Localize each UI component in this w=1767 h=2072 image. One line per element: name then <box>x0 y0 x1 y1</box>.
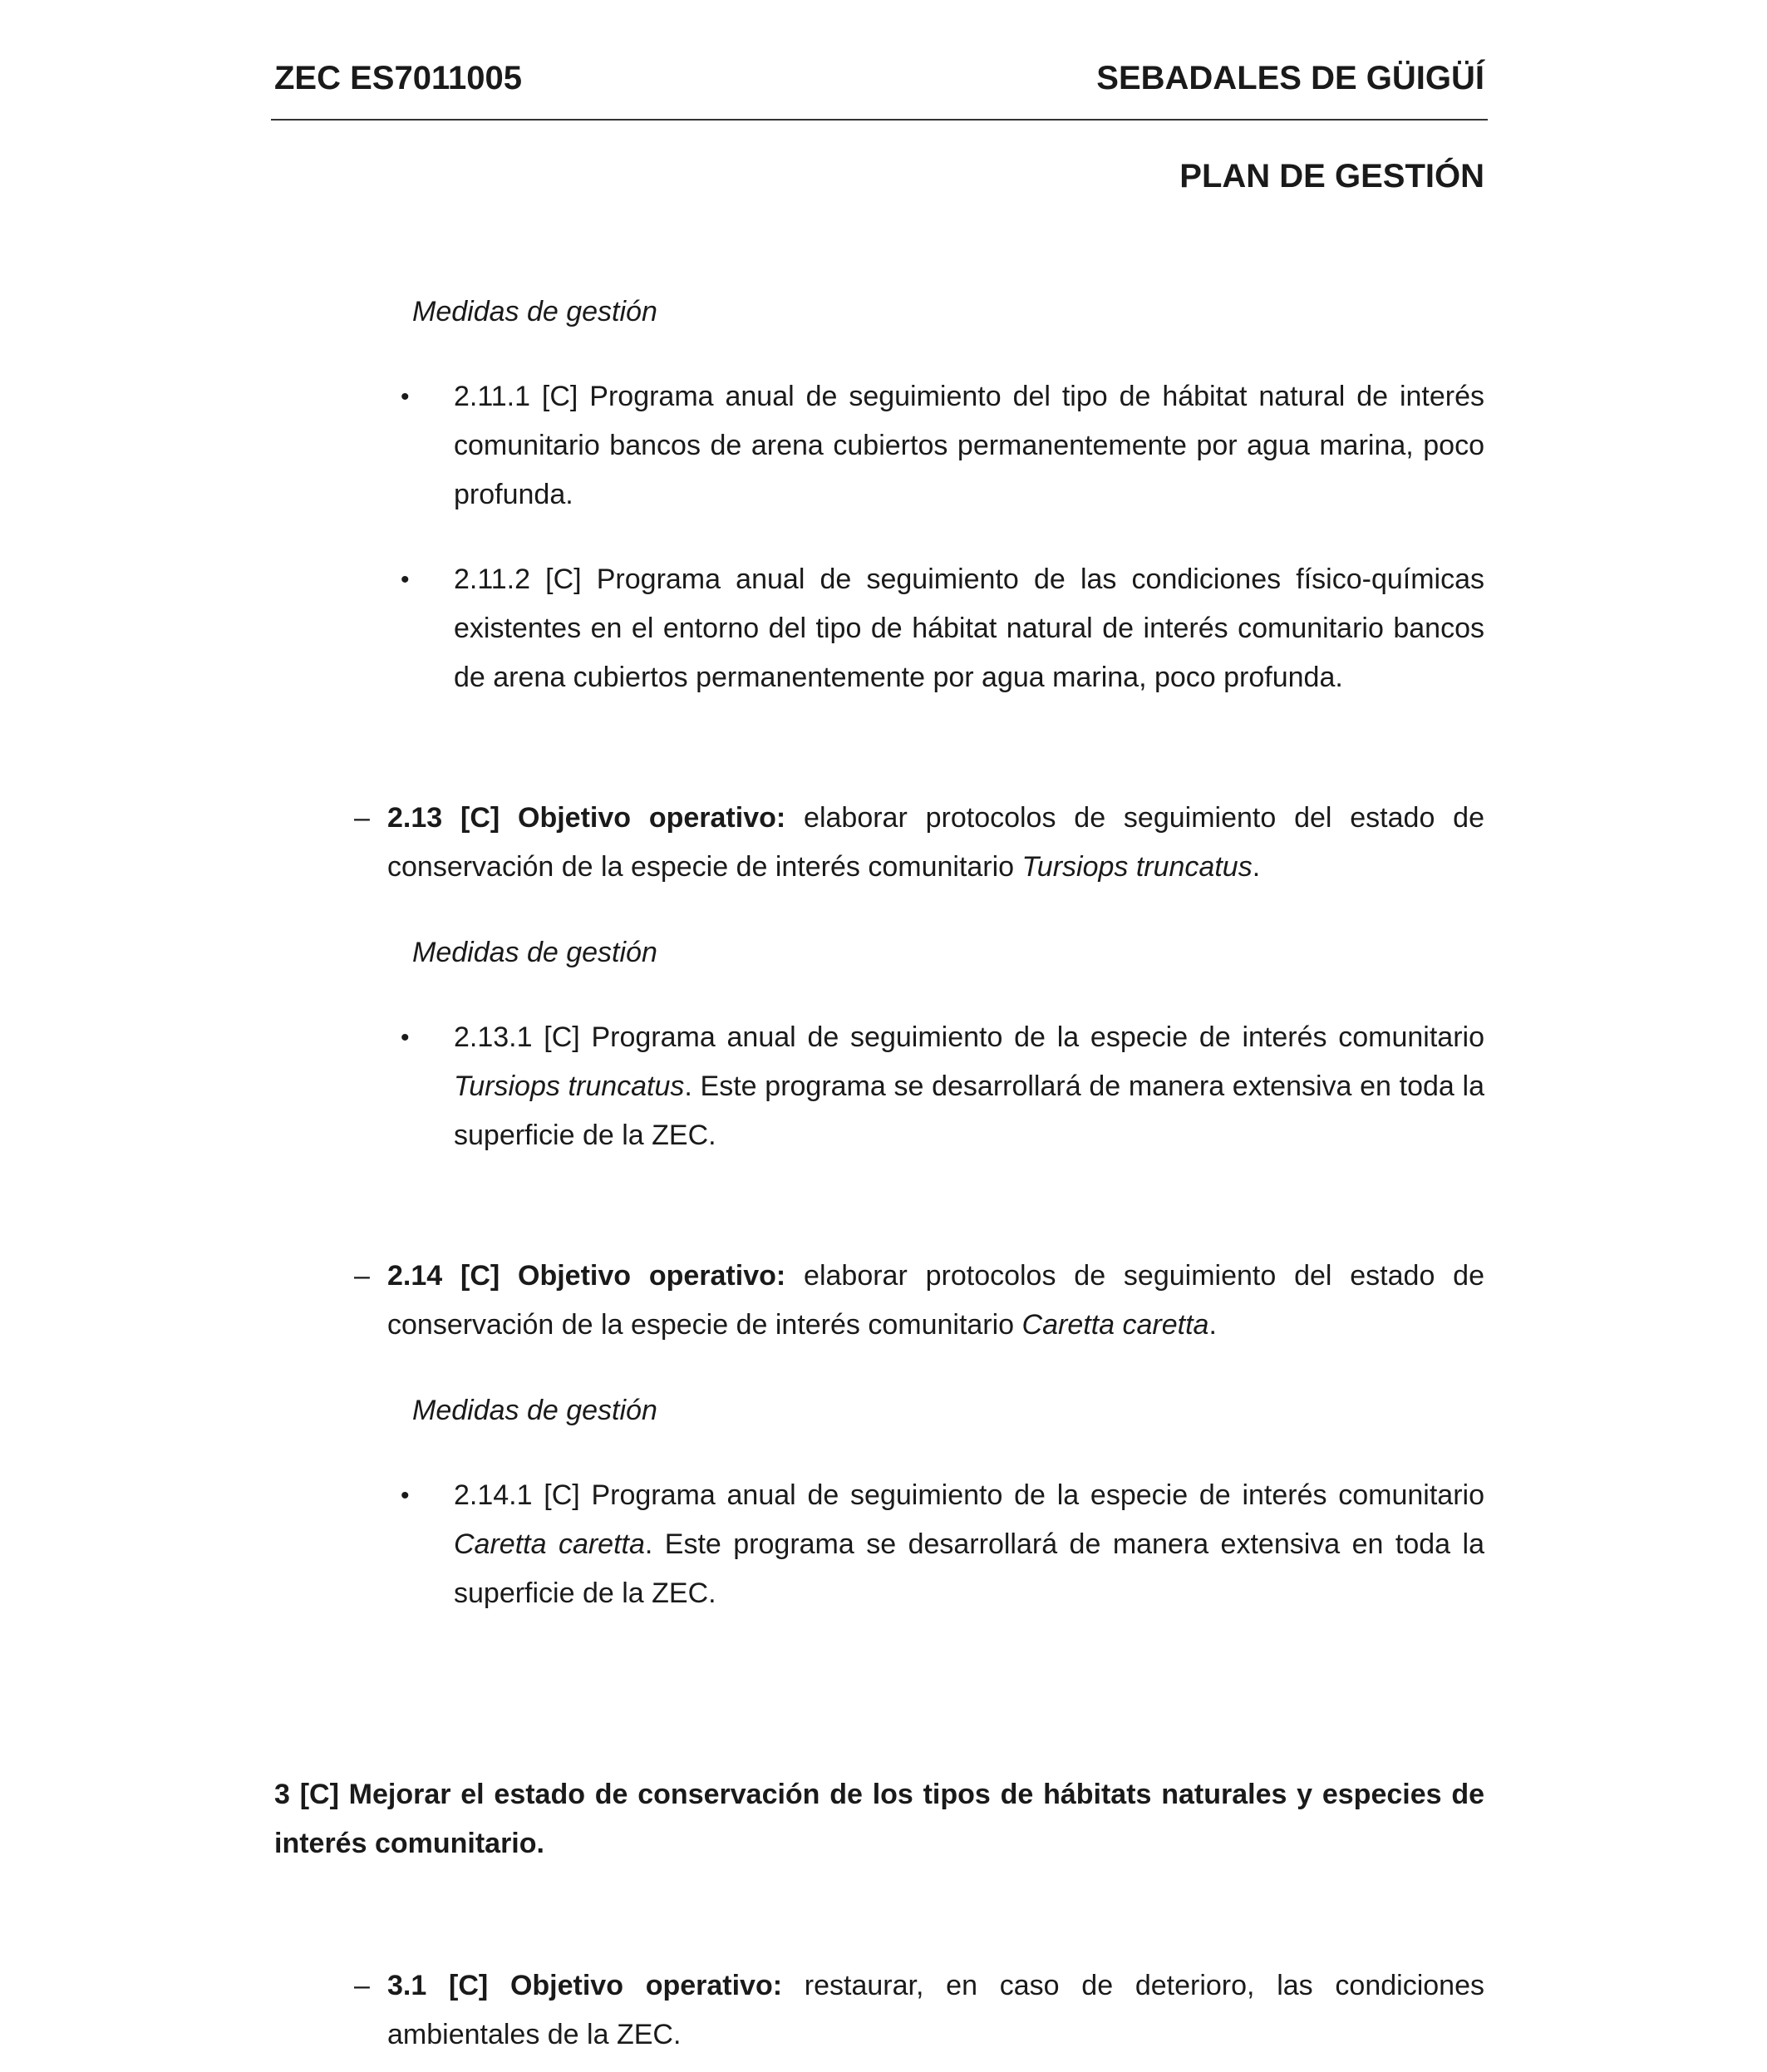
page-title: PLAN DE GESTIÓN <box>1179 158 1484 194</box>
dash-icon: – <box>354 1970 370 2001</box>
header-site-code: ZEC ES7011005 <box>274 60 522 96</box>
objective-text <box>387 794 1484 892</box>
measure-text: 2.11.1 [C] Programa anual de seguimiento del tipo de hábitat natural de interés comunitario bancos de arena cubiertos permanentemente por agua marina, poco profunda. <box>454 381 1484 510</box>
measure-post: . Este programa se desarrollará de manera extensiva en toda la superficie de la ZEC. <box>454 1070 1484 1151</box>
goal-heading-3: 3 [C] Mejorar el estado de conservación de los tipos de hábitats naturales y especies de interés comunitario. <box>274 1779 1484 1859</box>
measure-post: . Este programa se desarrollará de manera extensiva en toda la superficie de la ZEC. <box>454 1528 1484 1609</box>
measure-text <box>454 1013 1484 1160</box>
header-divider <box>271 119 1488 121</box>
measures-label: Medidas de gestión <box>412 296 657 327</box>
species-name: Tursiops truncatus <box>1021 851 1253 883</box>
species-name: Caretta caretta <box>1021 1309 1209 1341</box>
objective-desc: restaurar, en caso de deterioro, las condiciones ambientales de la ZEC. <box>387 1970 1484 2050</box>
species-name: Tursiops truncatus <box>454 1070 685 1102</box>
measure-pre: 2.14.1 [C] Programa anual de seguimiento de la especie de interés comunitario <box>454 1479 1484 1511</box>
objective-desc: elaborar protocolos de seguimiento del estado de conservación de la especie de interés comunitario <box>387 802 1484 883</box>
objective-heading: 3.1 [C] Objetivo operativo: <box>387 1970 783 2001</box>
measure-text <box>454 1471 1484 1618</box>
objective-heading: 2.13 [C] Objetivo operativo: <box>387 802 786 834</box>
measures-label: Medidas de gestión <box>412 1395 657 1426</box>
measure-pre: 2.13.1 [C] Programa anual de seguimiento de la especie de interés comunitario <box>454 1021 1484 1053</box>
objective-text <box>387 1961 1484 2060</box>
objective-text <box>387 1252 1484 1350</box>
objective-end: . <box>1252 851 1261 883</box>
bullet-icon: • <box>401 383 410 411</box>
dash-icon: – <box>354 1260 370 1292</box>
objective-heading: 2.14 [C] Objetivo operativo: <box>387 1260 786 1292</box>
measure-text: 2.11.2 [C] Programa anual de seguimiento de las condiciones físico-químicas existentes en el entorno del tipo de hábitat natural de interés comunitario bancos de arena cubiertos permanentemente por agua marina, poco profunda. <box>454 564 1484 693</box>
header-site-name: SEBADALES DE GÜIGÜÍ <box>1096 60 1484 96</box>
measures-label: Medidas de gestión <box>412 937 657 968</box>
objective-end: . <box>1208 1309 1217 1341</box>
bullet-icon: • <box>401 1024 410 1051</box>
bullet-icon: • <box>401 1482 410 1509</box>
dash-icon: – <box>354 802 370 834</box>
bullet-icon: • <box>401 566 410 593</box>
objective-desc: elaborar protocolos de seguimiento del estado de conservación de la especie de interés comunitario <box>387 1260 1484 1341</box>
species-name: Caretta caretta <box>454 1528 645 1560</box>
